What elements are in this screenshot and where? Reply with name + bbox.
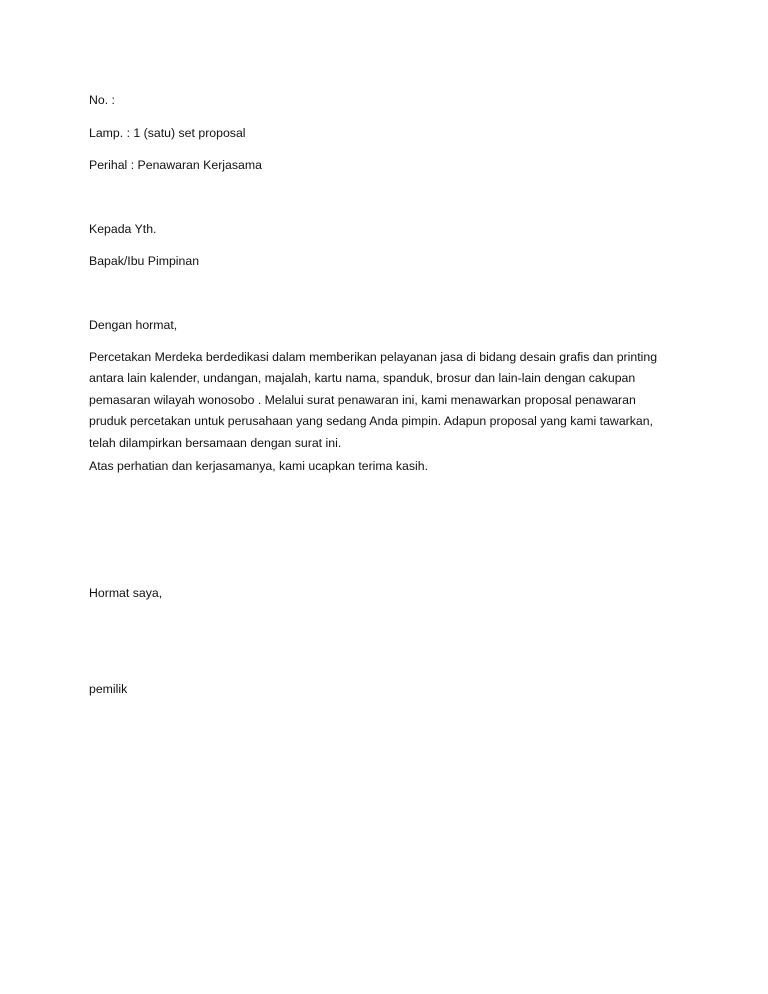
body-line: telah dilampirkan bersamaan dengan surat ini. xyxy=(89,435,342,450)
letter-number: No. : xyxy=(89,93,115,107)
body-line: Percetakan Merdeka berdedikasi dalam memberikan pelayanan jasa di bidang desain grafis dan printing xyxy=(89,350,658,364)
complimentary-close: Hormat saya, xyxy=(89,586,163,600)
body-line: antara lain kalender, undangan, majalah, kartu nama, spanduk, brosur dan lain-lain dengan cakupan xyxy=(89,371,636,386)
recipient-name: Bapak/Ibu Pimpinan xyxy=(89,254,200,268)
attachment-line: Lamp. : 1 (satu) set proposal xyxy=(89,126,246,140)
body-line: pruduk percetakan untuk perusahaan yang sedang Anda pimpin. Adapun proposal yang kami tawarkan, xyxy=(89,414,653,429)
salutation: Dengan hormat, xyxy=(89,318,178,332)
closing-paragraph: Atas perhatian dan kerjasamanya, kami ucapkan terima kasih. xyxy=(89,459,429,473)
body-paragraph xyxy=(89,347,657,454)
signatory-title: pemilik xyxy=(89,682,128,696)
subject-line: Perihal : Penawaran Kerjasama xyxy=(89,158,262,172)
recipient-to: Kepada Yth. xyxy=(89,222,157,236)
body-line: pemasaran wilayah wonosobo . Melalui surat penawaran ini, kami menawarkan proposal penawaran xyxy=(89,392,636,407)
